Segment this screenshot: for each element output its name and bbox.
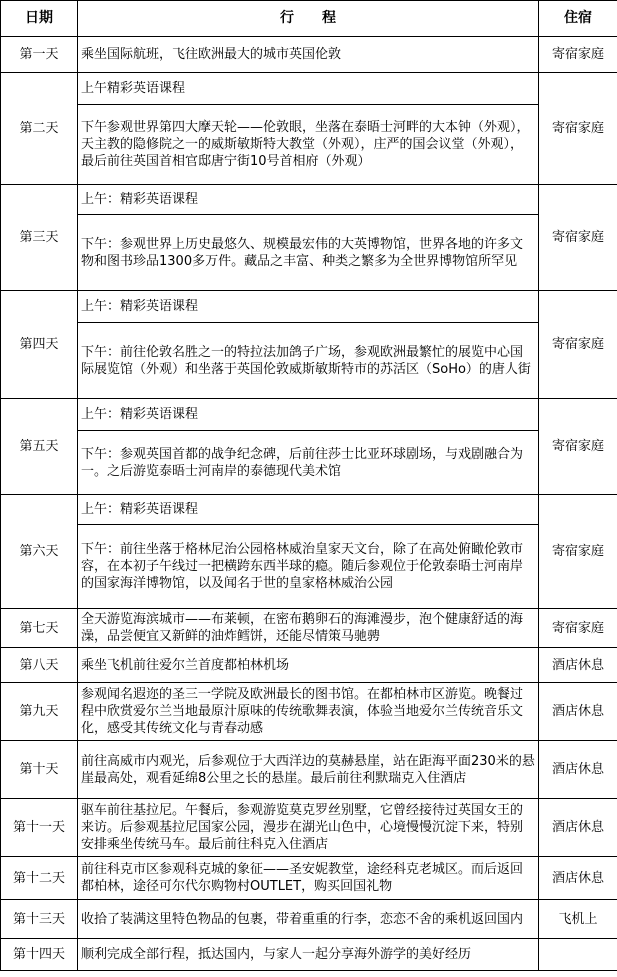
plan-afternoon: 下午：前往伦敦名胜之一的特拉法加鸽子广场，参观欧洲最繁忙的展览中心国际展览馆（外观）和坐落于英国伦敦威斯敏斯特市的苏活区（SoHo）的唐人街 — [78, 323, 539, 399]
table-row — [1, 323, 617, 399]
stay-label: 寄宿家庭 — [539, 495, 617, 609]
table-row — [1, 799, 617, 857]
plan-text: 前往高威市内观光，后参观位于大西洋边的莫赫悬崖，站在距海平面230米的悬崖最高处，观看延绵8公里之长的悬崖。最后前往利默瑞克入住酒店 — [78, 741, 539, 799]
header-itinerary: 行 程 — [78, 1, 539, 37]
header-stay: 住宿 — [539, 1, 617, 37]
plan-text: 驱车前往基拉尼。午餐后，参观游览莫克罗丝别墅，它曾经接待过英国女王的来访。后参观基拉尼国家公园，漫步在湖光山色中，心境慢慢沉淀下来，特别安排乘坐传统马车。最后前往科克入住酒店 — [78, 799, 539, 857]
stay-label: 酒店休息 — [539, 799, 617, 857]
table-row — [1, 648, 617, 683]
table-row — [1, 431, 617, 495]
table-row — [1, 399, 617, 431]
day-label: 第三天 — [1, 185, 78, 291]
plan-text: 收拾了装满这里特色物品的包裹，带着重重的行李，恋恋不舍的乘机返回国内 — [78, 900, 539, 939]
day-label: 第四天 — [1, 291, 78, 399]
day-label: 第十三天 — [1, 900, 78, 939]
table-row — [1, 939, 617, 971]
stay-label — [539, 939, 617, 971]
header-row — [1, 1, 617, 37]
plan-text: 参观闻名遐迩的圣三一学院及欧洲最长的图书馆。在都柏林市区游览。晚餐过程中欣赏爱尔兰当地最原汁原味的传统歌舞表演，体验当地爱尔兰传统音乐文化，感受其传统文化与青春动感 — [78, 683, 539, 741]
stay-label: 寄宿家庭 — [539, 37, 617, 73]
stay-label: 寄宿家庭 — [539, 399, 617, 495]
plan-afternoon: 下午参观世界第四大摩天轮——伦敦眼，坐落在泰晤士河畔的大本钟（外观），天主教的隐修院之一的威斯敏斯特大教堂（外观），庄严的国会议堂（外观），最后前往英国首相官邸唐宁街10号首相府（外观） — [78, 105, 539, 185]
day-label: 第七天 — [1, 609, 78, 648]
day-label: 第八天 — [1, 648, 78, 683]
stay-label: 寄宿家庭 — [539, 185, 617, 291]
table-row — [1, 185, 617, 215]
table-row — [1, 291, 617, 323]
header-date: 日期 — [1, 1, 78, 37]
stay-label: 飞机上 — [539, 900, 617, 939]
day-label: 第十天 — [1, 741, 78, 799]
day-label: 第十一天 — [1, 799, 78, 857]
stay-label: 酒店休息 — [539, 648, 617, 683]
plan-morning: 上午：精彩英语课程 — [78, 495, 539, 525]
table-row — [1, 495, 617, 525]
plan-morning: 上午：精彩英语课程 — [78, 399, 539, 431]
stay-label: 寄宿家庭 — [539, 609, 617, 648]
table-row — [1, 741, 617, 799]
day-label: 第五天 — [1, 399, 78, 495]
stay-label: 寄宿家庭 — [539, 73, 617, 185]
plan-text: 乘坐飞机前往爱尔兰首度都柏林机场 — [78, 648, 539, 683]
table-row — [1, 683, 617, 741]
table-row — [1, 609, 617, 648]
plan-morning: 上午精彩英语课程 — [78, 73, 539, 105]
plan-text: 前往科克市区参观科克城的象征——圣安妮教堂，途经科克老城区。而后返回都柏林，途径可尔代尔购物村OUTLET，购买回国礼物 — [78, 857, 539, 900]
plan-afternoon: 下午：参观世界上历史最悠久、规模最宏伟的大英博物馆，世界各地的许多文物和图书珍品1300多万件。藏品之丰富、种类之繁多为全世界博物馆所罕见 — [78, 215, 539, 291]
table-row — [1, 73, 617, 105]
stay-label: 酒店休息 — [539, 741, 617, 799]
table-row — [1, 857, 617, 900]
table-row — [1, 37, 617, 73]
table-row — [1, 105, 617, 185]
plan-morning: 上午：精彩英语课程 — [78, 291, 539, 323]
plan-afternoon: 下午：参观英国首都的战争纪念碑，后前往莎士比亚环球剧场，与戏剧融合为一。之后游览泰晤士河南岸的泰德现代美术馆 — [78, 431, 539, 495]
stay-label: 寄宿家庭 — [539, 291, 617, 399]
plan-morning: 上午：精彩英语课程 — [78, 185, 539, 215]
day-label: 第九天 — [1, 683, 78, 741]
table-row — [1, 525, 617, 609]
day-label: 第十二天 — [1, 857, 78, 900]
stay-label: 酒店休息 — [539, 857, 617, 900]
day-label: 第二天 — [1, 73, 78, 185]
plan-text: 顺利完成全部行程，抵达国内，与家人一起分享海外游学的美好经历 — [78, 939, 539, 971]
day-label: 第六天 — [1, 495, 78, 609]
plan-text: 乘坐国际航班，飞往欧洲最大的城市英国伦敦 — [78, 37, 539, 73]
table-row — [1, 900, 617, 939]
stay-label: 酒店休息 — [539, 683, 617, 741]
day-label: 第十四天 — [1, 939, 78, 971]
plan-text: 全天游览海滨城市——布莱顿，在密布鹅卵石的海滩漫步，泡个健康舒适的海澡，品尝便宜又新鲜的油炸鳕饼，还能尽情策马驰骋 — [78, 609, 539, 648]
plan-afternoon: 下午：前往坐落于格林尼治公园格林威治皇家天文台，除了在高处俯瞰伦敦市容，在本初子午线过一把横跨东西半球的瘾。随后参观位于伦敦泰晤士河南岸的国家海洋博物馆，以及闻名于世的皇家格林威治公园 — [78, 525, 539, 609]
day-label: 第一天 — [1, 37, 78, 73]
table-row — [1, 215, 617, 291]
